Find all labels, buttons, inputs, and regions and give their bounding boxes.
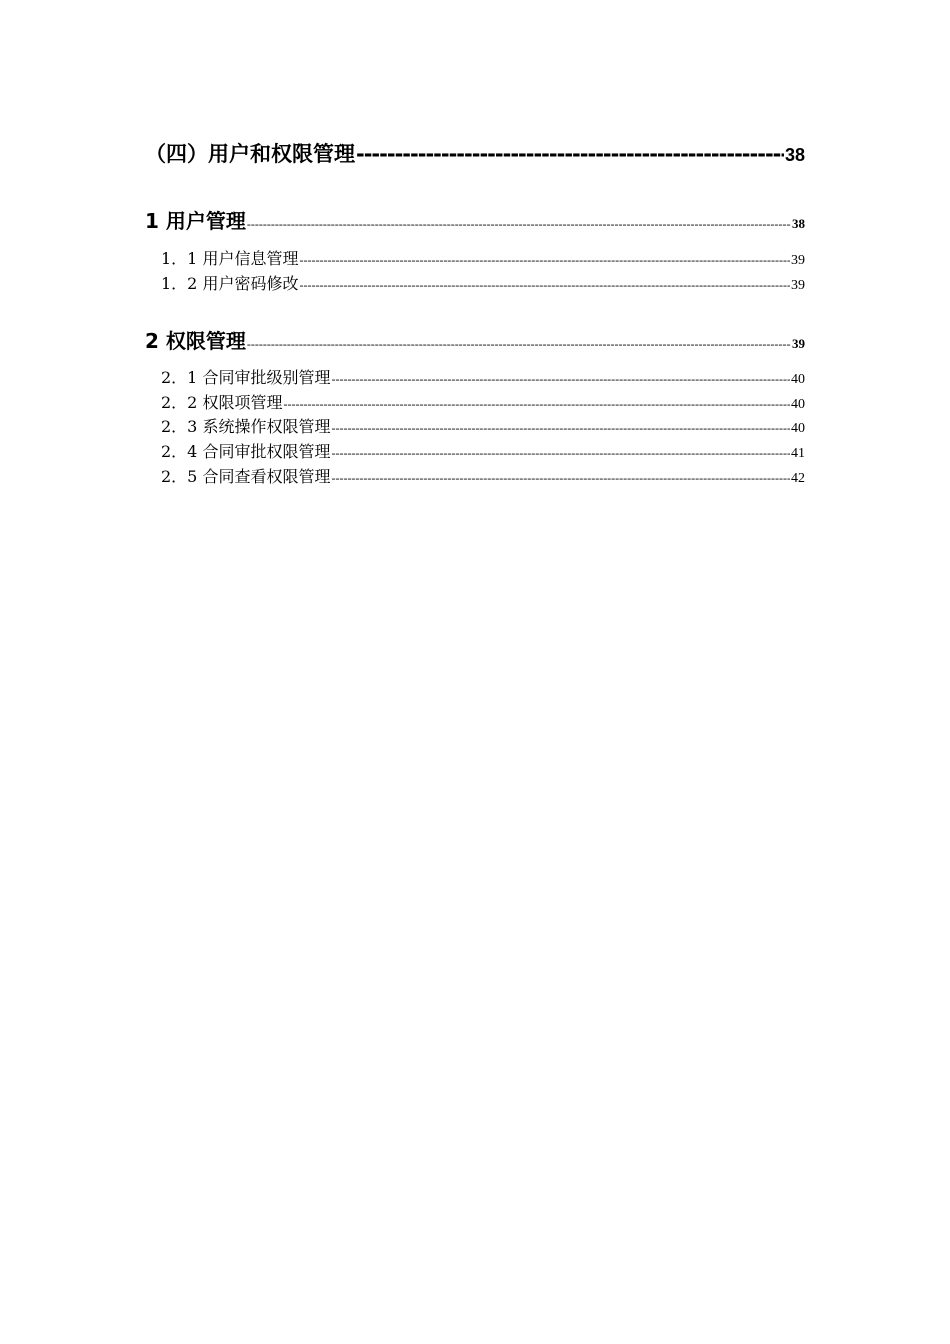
toc-leader <box>331 446 790 461</box>
toc-item-title: 2．5 合同查看权限管理 <box>161 467 331 486</box>
toc-item-contract-approval-permission[interactable] <box>145 439 805 462</box>
toc-item-title: 1．2 用户密码修改 <box>161 274 299 293</box>
toc-item-title: 2．2 权限项管理 <box>161 393 283 412</box>
toc-item-permission-items[interactable] <box>145 390 805 413</box>
toc-chapter-title: 2 权限管理 <box>145 329 246 353</box>
toc-chapter-user-management[interactable] <box>145 205 805 234</box>
toc-page-number: 42 <box>791 471 805 486</box>
toc-item-user-info[interactable] <box>145 246 805 269</box>
toc-chapter-permission-management[interactable] <box>145 325 805 354</box>
toc-item-approval-level[interactable] <box>145 365 805 388</box>
toc-leader <box>331 471 790 486</box>
toc-page-number: 39 <box>791 278 805 293</box>
toc-leader <box>356 142 784 166</box>
toc-leader <box>331 372 790 387</box>
toc-page-number: 38 <box>792 216 805 231</box>
toc-page-number: 41 <box>791 446 805 461</box>
toc-item-contract-view-permission[interactable] <box>145 464 805 487</box>
toc-chapter-title: 1 用户管理 <box>145 209 246 233</box>
toc-leader <box>283 397 790 412</box>
toc-item-system-operation-permission[interactable] <box>145 414 805 437</box>
toc-item-title: 1．1 用户信息管理 <box>161 249 299 268</box>
toc-page-number: 40 <box>791 397 805 412</box>
toc-leader <box>247 217 791 232</box>
toc-leader <box>299 253 790 268</box>
toc-item-title: 2．3 系统操作权限管理 <box>161 417 331 436</box>
toc-page-number: 39 <box>791 253 805 268</box>
toc-leader <box>331 421 790 436</box>
toc-item-password-change[interactable] <box>145 271 805 294</box>
toc-part-heading[interactable] <box>145 138 805 168</box>
toc-page-number: 38 <box>784 145 805 165</box>
toc-leader <box>247 337 791 352</box>
toc-page-number: 39 <box>792 336 805 351</box>
toc-item-title: 2．4 合同审批权限管理 <box>161 442 331 461</box>
toc-page-number: 40 <box>791 372 805 387</box>
toc-part-title: （四）用户和权限管理 <box>145 142 355 166</box>
toc-page-number: 40 <box>791 421 805 436</box>
toc-leader <box>299 278 790 293</box>
toc-item-title: 2．1 合同审批级别管理 <box>161 368 331 387</box>
